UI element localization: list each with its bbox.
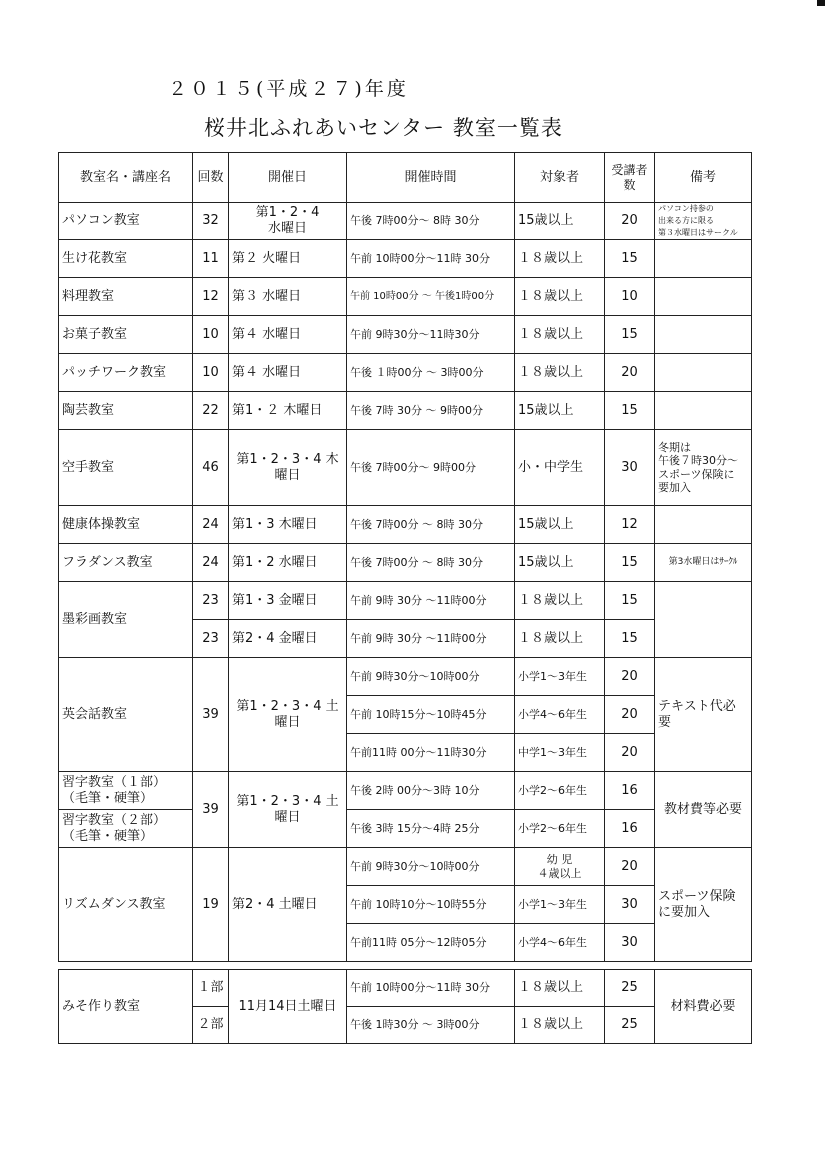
schedule-day: 11月14日土曜日 [229, 970, 347, 1044]
schedule-time: 午後 2時 00分～3時 10分 [347, 772, 515, 810]
class-name: 習字教室（２部） （毛筆・硬筆） [59, 810, 193, 848]
header-capacity: 受講者 数 [605, 153, 655, 203]
session-count: 32 [193, 203, 229, 240]
schedule-day: 第2・4 金曜日 [229, 620, 347, 658]
class-name: パソコン教室 [59, 203, 193, 240]
session-count: 24 [193, 506, 229, 544]
table-row [59, 354, 752, 392]
target-audience: 15歳以上 [515, 392, 605, 430]
capacity: 20 [605, 203, 655, 240]
note [655, 354, 752, 392]
note: テキスト代必要 [655, 658, 752, 772]
table-row [59, 848, 752, 886]
class-name: 墨彩画教室 [59, 582, 193, 658]
target-audience: 小学1～3年生 [515, 658, 605, 696]
capacity: 15 [605, 392, 655, 430]
header-day: 開催日 [229, 153, 347, 203]
note: 冬期は 午後７時30分～ スポーツ保険に 要加入 [655, 430, 752, 506]
target-audience: １８歳以上 [515, 970, 605, 1007]
table-row [59, 392, 752, 430]
schedule-time: 午後 7時00分 ～ 8時 30分 [347, 506, 515, 544]
target-audience: １８歳以上 [515, 316, 605, 354]
schedule-day: 第1・２ 木曜日 [229, 392, 347, 430]
session-count: 46 [193, 430, 229, 506]
class-name: 料理教室 [59, 278, 193, 316]
header-note: 備考 [655, 153, 752, 203]
schedule-time: 午後 7時00分～ 9時00分 [347, 430, 515, 506]
capacity: 15 [605, 582, 655, 620]
schedule-day: 第1・3 金曜日 [229, 582, 347, 620]
table-row [59, 658, 752, 696]
target-audience: １８歳以上 [515, 582, 605, 620]
schedule-day: 第1・2・3・4 土 曜日 [229, 772, 347, 848]
table-row [59, 810, 752, 848]
table-row [59, 544, 752, 582]
session-count: 10 [193, 316, 229, 354]
schedule-time: 午前 9時30分～10時00分 [347, 658, 515, 696]
target-audience: 小学4～6年生 [515, 924, 605, 962]
schedule-day: 第1・2・3・4 木 曜日 [229, 430, 347, 506]
target-audience: 小・中学生 [515, 430, 605, 506]
table-row [59, 582, 752, 620]
schedule-day: 第２ 火曜日 [229, 240, 347, 278]
schedule-time: 午前 10時10分～10時55分 [347, 886, 515, 924]
header-target: 対象者 [515, 153, 605, 203]
schedule-time: 午前 10時00分 ～ 午後1時00分 [347, 278, 515, 316]
session-count: 23 [193, 582, 229, 620]
session-part: １部 [193, 970, 229, 1007]
capacity: 20 [605, 848, 655, 886]
schedule-time: 午後 １時00分 ～ 3時00分 [347, 354, 515, 392]
table-spacer-row [59, 962, 752, 970]
title-year: ２０１５(平成２７)年度 [168, 78, 409, 100]
target-audience: 小学2～6年生 [515, 810, 605, 848]
schedule-time: 午前 10時00分～11時 30分 [347, 240, 515, 278]
class-name: 英会話教室 [59, 658, 193, 772]
session-count: 24 [193, 544, 229, 582]
session-count: 39 [193, 772, 229, 848]
header-row [59, 153, 752, 203]
capacity: 16 [605, 810, 655, 848]
target-audience: 15歳以上 [515, 544, 605, 582]
target-audience: １８歳以上 [515, 240, 605, 278]
capacity: 10 [605, 278, 655, 316]
schedule-time: 午後 1時30分 ～ 3時00分 [347, 1007, 515, 1044]
capacity: 20 [605, 354, 655, 392]
target-audience: 15歳以上 [515, 506, 605, 544]
table-row [59, 278, 752, 316]
table-row [59, 506, 752, 544]
class-name: フラダンス教室 [59, 544, 193, 582]
session-count: 23 [193, 620, 229, 658]
schedule-time: 午前 10時00分～11時 30分 [347, 970, 515, 1007]
target-audience: 幼 児 ４歳以上 [515, 848, 605, 886]
table-row [59, 430, 752, 506]
title-main: 桜井北ふれあいセンター 教室一覧表 [204, 116, 563, 140]
header-count: 回数 [193, 153, 229, 203]
capacity: 30 [605, 924, 655, 962]
capacity: 12 [605, 506, 655, 544]
schedule-day: 第３ 水曜日 [229, 278, 347, 316]
note [655, 392, 752, 430]
class-name: 空手教室 [59, 430, 193, 506]
note [655, 316, 752, 354]
schedule-time: 午後 3時 15分～4時 25分 [347, 810, 515, 848]
capacity: 15 [605, 544, 655, 582]
capacity: 25 [605, 1007, 655, 1044]
class-name: パッチワーク教室 [59, 354, 193, 392]
class-name: 生け花教室 [59, 240, 193, 278]
class-name: 健康体操教室 [59, 506, 193, 544]
session-count: 12 [193, 278, 229, 316]
schedule-day: 第1・2 水曜日 [229, 544, 347, 582]
session-count: 10 [193, 354, 229, 392]
target-audience: 小学2～6年生 [515, 772, 605, 810]
note: 第3水曜日はｻｰｸﾙ [655, 544, 752, 582]
classroom-table [58, 152, 752, 1044]
scan-corner-mark [817, 0, 825, 6]
class-name: みそ作り教室 [59, 970, 193, 1044]
capacity: 20 [605, 658, 655, 696]
schedule-time: 午後 7時00分 ～ 8時 30分 [347, 544, 515, 582]
class-name: リズムダンス教室 [59, 848, 193, 962]
target-audience: １８歳以上 [515, 278, 605, 316]
schedule-time: 午前 10時15分～10時45分 [347, 696, 515, 734]
table-row [59, 203, 752, 240]
schedule-time: 午前 9時30分～10時00分 [347, 848, 515, 886]
session-count: 19 [193, 848, 229, 962]
note [655, 278, 752, 316]
class-name: 陶芸教室 [59, 392, 193, 430]
schedule-time: 午前 9時 30分 ～11時00分 [347, 620, 515, 658]
note [655, 240, 752, 278]
schedule-day: 第2・4 土曜日 [229, 848, 347, 962]
schedule-day: 第４ 水曜日 [229, 354, 347, 392]
table-row [59, 772, 752, 810]
schedule-time: 午前11時 00分～11時30分 [347, 734, 515, 772]
schedule-day: 第1・2・4 水曜日 [229, 203, 347, 240]
schedule-time: 午後 7時 30分 ～ 9時00分 [347, 392, 515, 430]
capacity: 20 [605, 734, 655, 772]
note: パソコン持参の 出来る方に限る 第３水曜日はサークル [655, 203, 752, 240]
capacity: 15 [605, 620, 655, 658]
schedule-day: 第1・2・3・4 土 曜日 [229, 658, 347, 772]
target-audience: １８歳以上 [515, 620, 605, 658]
note [655, 582, 752, 658]
capacity: 20 [605, 696, 655, 734]
session-part: ２部 [193, 1007, 229, 1044]
header-name: 教室名・講座名 [59, 153, 193, 203]
schedule-time: 午前 9時30分～11時30分 [347, 316, 515, 354]
capacity: 15 [605, 240, 655, 278]
target-audience: １８歳以上 [515, 354, 605, 392]
capacity: 30 [605, 430, 655, 506]
note: 材料費必要 [655, 970, 752, 1044]
target-audience: 小学1～3年生 [515, 886, 605, 924]
note [655, 506, 752, 544]
schedule-time: 午後 7時00分～ 8時 30分 [347, 203, 515, 240]
class-name: お菓子教室 [59, 316, 193, 354]
schedule-time: 午前11時 05分～12時05分 [347, 924, 515, 962]
table-row [59, 970, 752, 1007]
capacity: 15 [605, 316, 655, 354]
target-audience: 中学1～3年生 [515, 734, 605, 772]
capacity: 30 [605, 886, 655, 924]
target-audience: 15歳以上 [515, 203, 605, 240]
schedule-time: 午前 9時 30分 ～11時00分 [347, 582, 515, 620]
table-row [59, 316, 752, 354]
header-time: 開催時間 [347, 153, 515, 203]
class-name: 習字教室（１部） （毛筆・硬筆） [59, 772, 193, 810]
note: 教材費等必要 [655, 772, 752, 848]
note: スポーツ保険 に要加入 [655, 848, 752, 962]
session-count: 22 [193, 392, 229, 430]
schedule-day: 第1・3 木曜日 [229, 506, 347, 544]
schedule-day: 第４ 水曜日 [229, 316, 347, 354]
session-count: 39 [193, 658, 229, 772]
capacity: 25 [605, 970, 655, 1007]
target-audience: 小学4～6年生 [515, 696, 605, 734]
target-audience: １８歳以上 [515, 1007, 605, 1044]
table-row [59, 240, 752, 278]
capacity: 16 [605, 772, 655, 810]
session-count: 11 [193, 240, 229, 278]
